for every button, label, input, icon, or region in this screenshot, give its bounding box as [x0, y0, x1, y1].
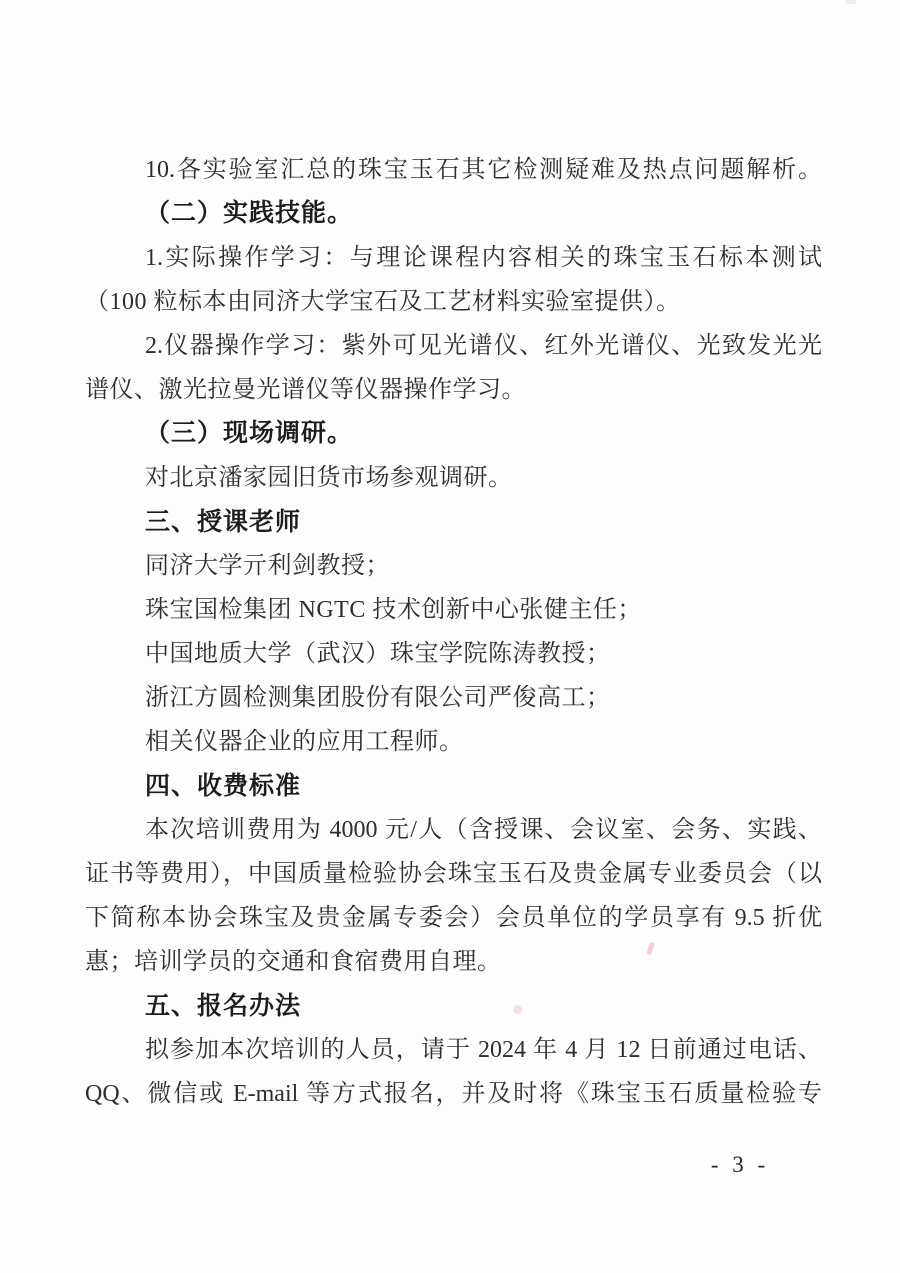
document-text-line: （100 粒标本由同济大学宝石及工艺材料实验室提供）。 — [85, 289, 681, 315]
page-number: - 3 - — [710, 1152, 770, 1177]
document-text-line: 对北京潘家园旧货市场参观调研。 — [145, 465, 513, 491]
subsection-heading: （三）现场调研。 — [145, 420, 354, 447]
document-text-line: 证书等费用），中国质量检验协会珠宝玉石及贵金属专业委员会（以 — [85, 861, 822, 887]
document-text-line: 同济大学亓利剑教授； — [145, 553, 390, 579]
document-text-line: 相关仪器企业的应用工程师。 — [145, 729, 464, 755]
subsection-heading: （二）实践技能。 — [145, 200, 354, 227]
document-text-line: 2.仪器操作学习：紫外可见光谱仪、红外光谱仪、光致发光光 — [145, 333, 822, 359]
document-text-line: 本次培训费用为 4000 元/人（含授课、会议室、会务、实践、 — [145, 817, 822, 843]
document-text-line: 珠宝国检集团 NGTC 技术创新中心张健主任； — [145, 597, 642, 623]
document-text-line: 谱仪、激光拉曼光谱仪等仪器操作学习。 — [85, 377, 526, 403]
scan-artifact-speck — [846, 0, 856, 4]
section-heading: 五、报名办法 — [145, 992, 302, 1020]
document-body — [85, 148, 822, 1116]
document-text-line: 下简称本协会珠宝及贵金属专委会）会员单位的学员享有 9.5 折优 — [85, 905, 822, 931]
document-text-line: 1.实际操作学习：与理论课程内容相关的珠宝玉石标本测试 — [145, 245, 822, 271]
document-text-line: 惠；培训学员的交通和食宿费用自理。 — [85, 949, 502, 975]
document-text-line: 拟参加本次培训的人员，请于 2024 年 4 月 12 日前通过电话、 — [145, 1037, 822, 1063]
section-heading: 三、授课老师 — [145, 508, 302, 536]
document-text-line: 中国地质大学（武汉）珠宝学院陈涛教授； — [145, 641, 611, 667]
document-text-line: 浙江方圆检测集团股份有限公司严俊高工； — [145, 685, 611, 711]
section-heading: 四、收费标准 — [145, 772, 302, 800]
document-text-line: 10.各实验室汇总的珠宝玉石其它检测疑难及热点问题解析。 — [145, 157, 822, 183]
document-text-line: QQ、微信或 E-mail 等方式报名，并及时将《珠宝玉石质量检验专 — [85, 1081, 822, 1107]
